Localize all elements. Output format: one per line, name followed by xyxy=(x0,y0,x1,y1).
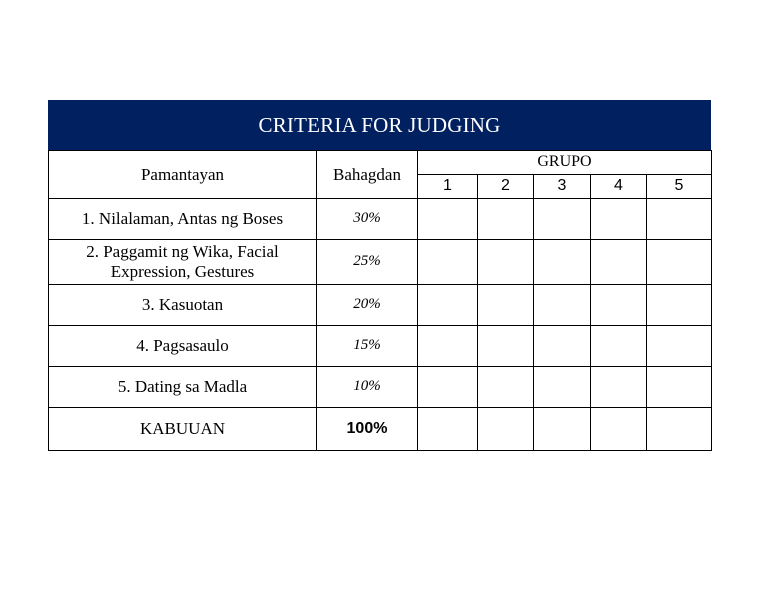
score-cell-group-3[interactable] xyxy=(534,285,591,326)
score-cell-group-3[interactable] xyxy=(534,326,591,367)
table-row xyxy=(49,326,712,367)
total-cell-group-3[interactable] xyxy=(534,408,591,451)
percentage-header: Bahagdan xyxy=(317,151,418,199)
percentage-value: 20% xyxy=(317,285,418,326)
score-cell-group-3[interactable] xyxy=(534,240,591,285)
table-row xyxy=(49,367,712,408)
table-row xyxy=(49,240,712,285)
percentage-value: 10% xyxy=(317,367,418,408)
score-cell-group-4[interactable] xyxy=(591,367,647,408)
table-title: CRITERIA FOR JUDGING xyxy=(48,100,711,150)
score-cell-group-1[interactable] xyxy=(418,326,478,367)
score-cell-group-1[interactable] xyxy=(418,199,478,240)
score-cell-group-1[interactable] xyxy=(418,240,478,285)
score-cell-group-1[interactable] xyxy=(418,285,478,326)
score-cell-group-5[interactable] xyxy=(647,240,712,285)
score-cell-group-5[interactable] xyxy=(647,285,712,326)
header-row xyxy=(49,151,712,175)
criteria-label: 5. Dating sa Madla xyxy=(49,367,317,408)
score-cell-group-1[interactable] xyxy=(418,367,478,408)
percentage-value: 30% xyxy=(317,199,418,240)
group-number-2: 2 xyxy=(478,175,534,199)
score-cell-group-2[interactable] xyxy=(478,326,534,367)
score-cell-group-2[interactable] xyxy=(478,285,534,326)
group-number-5: 5 xyxy=(647,175,712,199)
total-cell-group-5[interactable] xyxy=(647,408,712,451)
score-cell-group-4[interactable] xyxy=(591,199,647,240)
group-number-4: 4 xyxy=(591,175,647,199)
total-label: KABUUAN xyxy=(49,408,317,451)
score-cell-group-5[interactable] xyxy=(647,199,712,240)
score-cell-group-4[interactable] xyxy=(591,326,647,367)
total-cell-group-4[interactable] xyxy=(591,408,647,451)
score-cell-group-5[interactable] xyxy=(647,326,712,367)
total-row xyxy=(49,408,712,451)
criteria-table xyxy=(48,150,712,451)
criteria-label: 1. Nilalaman, Antas ng Boses xyxy=(49,199,317,240)
total-percentage: 100% xyxy=(317,408,418,451)
score-cell-group-4[interactable] xyxy=(591,285,647,326)
percentage-value: 25% xyxy=(317,240,418,285)
criteria-label: 3. Kasuotan xyxy=(49,285,317,326)
table-row xyxy=(49,199,712,240)
total-cell-group-2[interactable] xyxy=(478,408,534,451)
score-cell-group-3[interactable] xyxy=(534,367,591,408)
score-cell-group-3[interactable] xyxy=(534,199,591,240)
score-cell-group-2[interactable] xyxy=(478,367,534,408)
criteria-label: 2. Paggamit ng Wika, Facial Expression, Gestures xyxy=(49,240,317,285)
percentage-value: 15% xyxy=(317,326,418,367)
criteria-header: Pamantayan xyxy=(49,151,317,199)
group-number-1: 1 xyxy=(418,175,478,199)
judging-criteria-sheet xyxy=(48,100,711,451)
score-cell-group-2[interactable] xyxy=(478,199,534,240)
group-number-3: 3 xyxy=(534,175,591,199)
criteria-label: 4. Pagsasaulo xyxy=(49,326,317,367)
table-row xyxy=(49,285,712,326)
score-cell-group-4[interactable] xyxy=(591,240,647,285)
group-header: GRUPO xyxy=(418,151,712,175)
score-cell-group-2[interactable] xyxy=(478,240,534,285)
score-cell-group-5[interactable] xyxy=(647,367,712,408)
total-cell-group-1[interactable] xyxy=(418,408,478,451)
